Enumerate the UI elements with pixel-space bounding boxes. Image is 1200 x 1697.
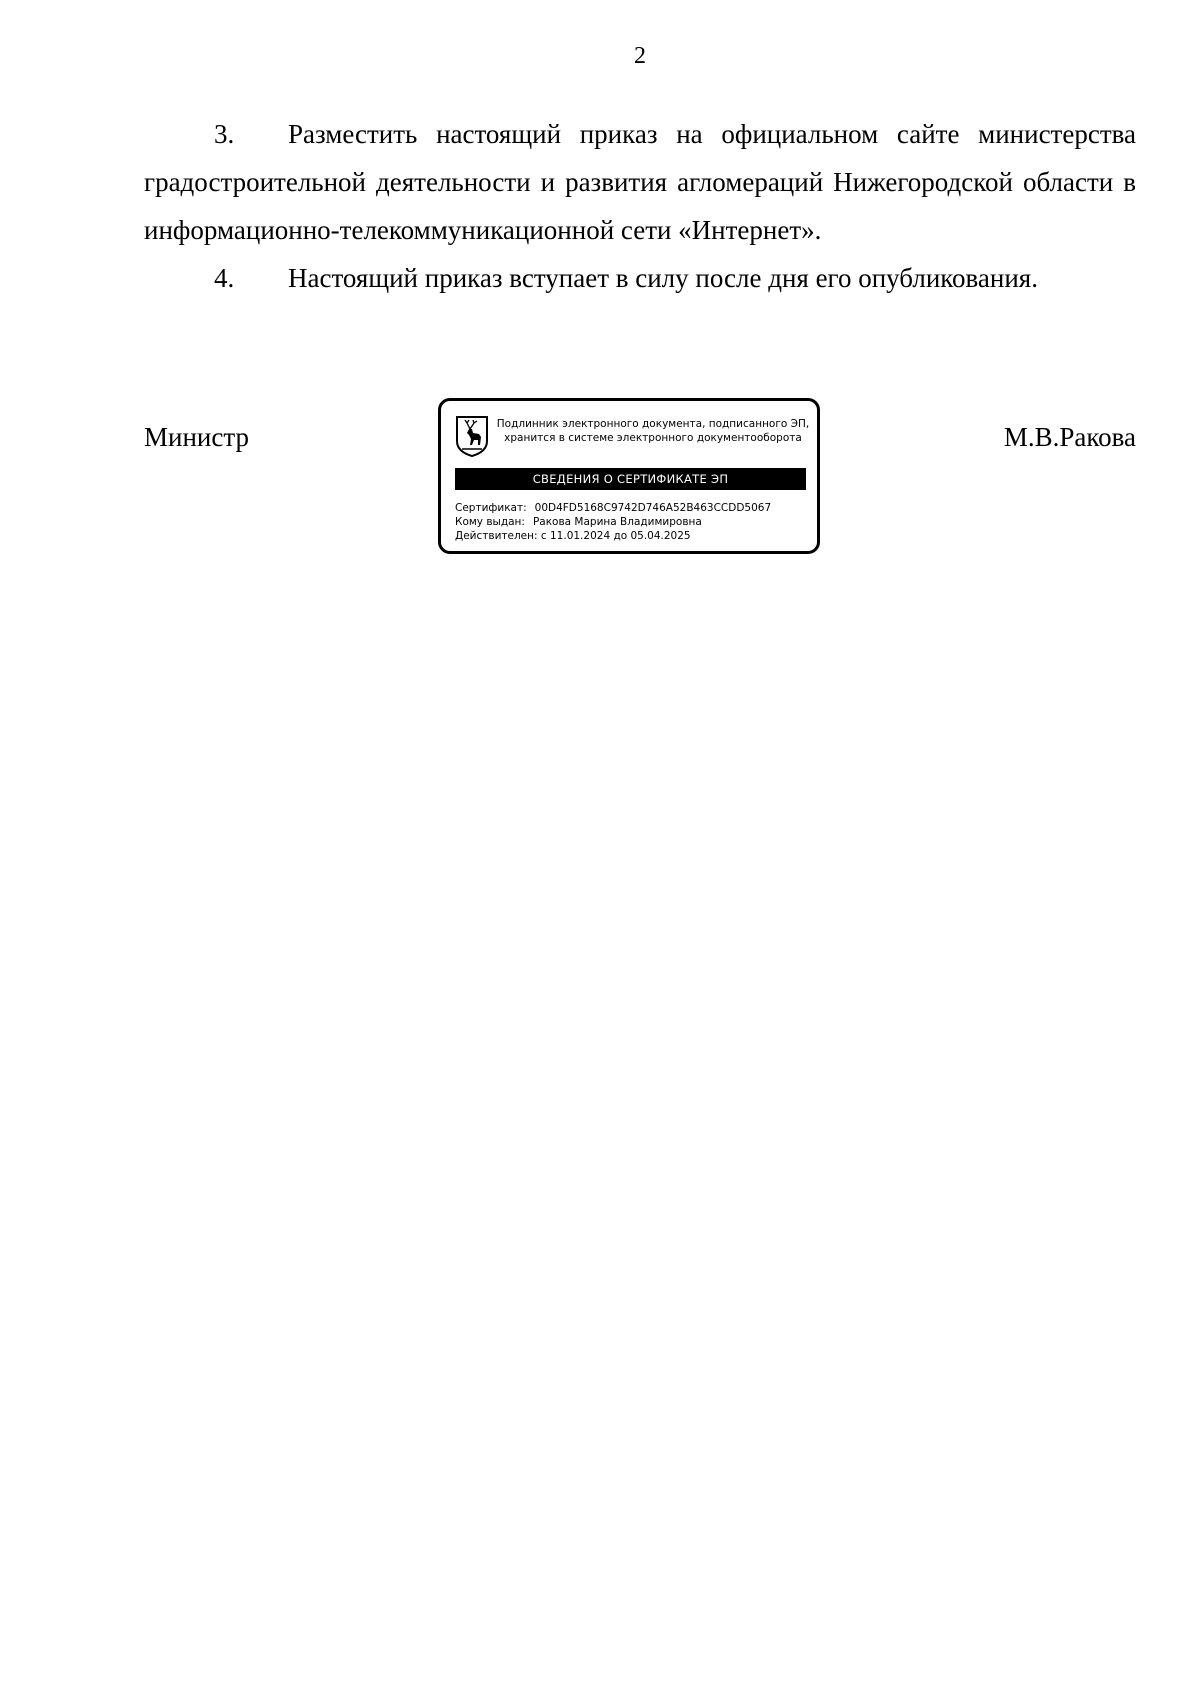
paragraph-text: Настоящий приказ вступает в силу после дня его опубликования. <box>288 263 1038 293</box>
issued-to-label: Кому выдан: <box>455 516 525 528</box>
paragraph-3 <box>144 110 1136 254</box>
signer-role: Министр <box>144 422 249 452</box>
valid-value: с 11.01.2024 до 05.04.2025 <box>540 530 691 542</box>
valid-row <box>455 529 771 543</box>
deer-coat-of-arms-icon <box>455 415 489 457</box>
paragraph-4 <box>144 254 1136 302</box>
certificate-info-bar: СВЕДЕНИЯ О СЕРТИФИКАТЕ ЭП <box>455 468 806 490</box>
paragraph-text: Разместить настоящий приказ на официальном сайте министерства градостроительной деятельности и развития агломераций Нижегородской области в информационно-телекоммуникационной сети «Интернет». <box>144 119 1136 245</box>
page-number: 2 <box>634 43 646 69</box>
stamp-header <box>495 417 811 445</box>
certificate-row <box>455 501 771 515</box>
e-signature-stamp <box>438 398 820 554</box>
issued-to-value: Ракова Марина Владимировна <box>532 516 702 528</box>
certificate-value: 00D4FD5168C9742D746A52B463CCDD5067 <box>534 502 772 514</box>
signer-name: М.В.Ракова <box>1003 422 1136 452</box>
paragraph-number: 3. <box>214 119 235 149</box>
stamp-header-line-2: хранится в системе электронного документооборота <box>504 432 802 444</box>
certificate-details <box>455 501 771 543</box>
certificate-label: Сертификат: <box>455 502 527 514</box>
issued-to-row <box>455 515 771 529</box>
paragraph-number: 4. <box>214 263 235 293</box>
valid-label: Действителен: <box>455 530 538 542</box>
stamp-header-line-1: Подлинник электронного документа, подписанного ЭП, <box>496 418 810 430</box>
